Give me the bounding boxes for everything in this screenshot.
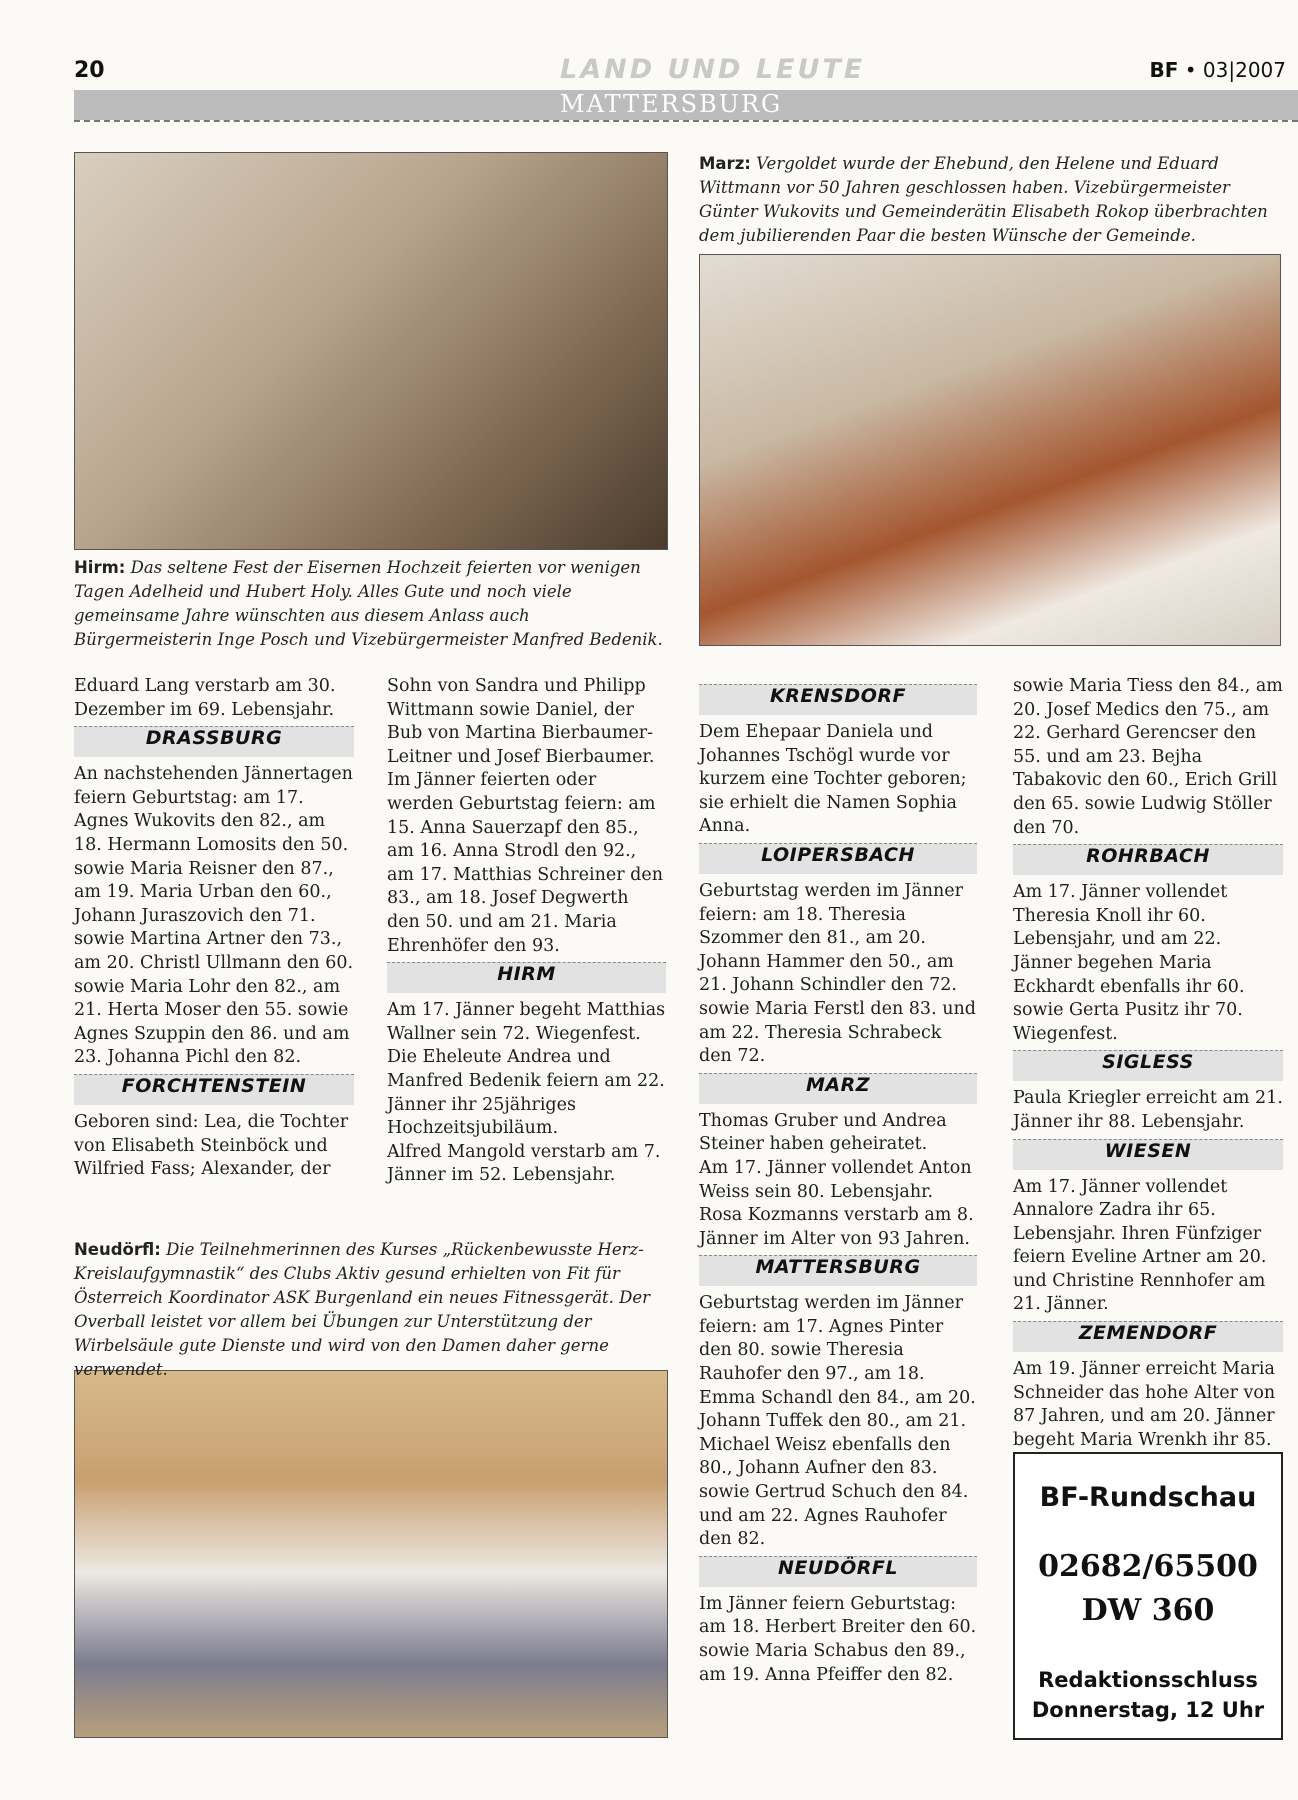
column-2 <box>387 675 666 1188</box>
text-hirm-3: Alfred Mangold verstarb am 7. Jänner im 52. Lebensjahr. <box>387 1141 661 1186</box>
text-mattersburg: Geburtstag werden im Jänner feiern: am 17. Agnes Pinter den 80. sowie Theresia Rauhofer den 97., am 18. Emma Schandl den 84., am 20. Johann Tuffek den 80., am 21. Michael Weisz ebenfalls den 80., Johann Aufner den 83. sowie Gertrud Schuch den 84. und am 22. Agnes Rauhofer den 82. <box>699 1293 976 1550</box>
heading-sigless: SIGLESS <box>1013 1050 1283 1081</box>
header-divider <box>74 120 1298 122</box>
caption-hirm-text: Das seltene Fest der Eisernen Hochzeit feierten vor wenigen Tagen Adelheid und Hubert Holy. Alles Gute und noch viele gemeinsame Jahre wünschten aus diesem Anlass auch Bürgermeisterin Inge Posch und Vizebürgermeister Manfred Bedenik. <box>74 558 663 649</box>
caption-neudoerfl <box>74 1238 666 1382</box>
ad-deadline-label: Redaktionsschluss <box>1038 1668 1258 1692</box>
heading-rohrbach: ROHRBACH <box>1013 844 1283 875</box>
contact-ad-box <box>1013 1452 1283 1740</box>
caption-neudoerfl-lead: Neudörfl: <box>74 1240 161 1259</box>
ad-deadline-time: Donnerstag, 12 Uhr <box>1031 1698 1265 1722</box>
heading-mattersburg: MATTERSBURG <box>699 1255 977 1286</box>
issue-number: 03|2007 <box>1202 58 1286 82</box>
column-4 <box>1013 675 1283 1476</box>
text-zemendorf: Am 19. Jänner erreicht Maria Schneider das hohe Alter von 87 Jahren, und am 20. Jänner begeht Maria Wrenkh ihr 85. <box>1013 1359 1276 1450</box>
caption-marz-lead: Marz: <box>699 154 751 173</box>
heading-drassburg: DRASSBURG <box>74 726 354 757</box>
text-krensdorf: Dem Ehepaar Daniela und Johannes Tschögl wurde vor kurzem eine Tochter geboren; sie erhielt die Namen Sophia Anna. <box>699 722 967 837</box>
column-1 <box>74 675 354 1182</box>
text-marz-1: Thomas Gruber und Andrea Steiner haben geheiratet. <box>699 1110 947 1155</box>
photo-marz-golden-wedding <box>699 254 1281 646</box>
ad-phone: 02682/65500 <box>1038 1549 1258 1584</box>
text-marz-2: Am 17. Jänner vollendet Anton Weiss sein 80. Lebensjahr. <box>699 1157 972 1202</box>
text-wiesen: Am 17. Jänner vollendet Annalore Zadra ihr 65. Lebensjahr. Ihren Fünfziger feiern Eveline Artner am 20. und Christine Rennhofer am 21. Jänner. <box>1013 1176 1267 1315</box>
photo-neudoerfl-gymnastics <box>74 1370 668 1738</box>
page-number: 20 <box>74 58 105 83</box>
brand-label: BF <box>1149 58 1179 82</box>
text-neudoerfl: Im Jänner feiern Geburtstag: am 18. Herbert Breiter den 60. sowie Maria Schabus den 89., am 19. Anna Pfeiffer den 82. <box>699 1593 977 1685</box>
heading-zemendorf: ZEMENDORF <box>1013 1321 1283 1352</box>
column-3 <box>699 680 977 1687</box>
heading-wiesen: WIESEN <box>1013 1139 1283 1170</box>
text-marz-3: Rosa Kozmanns verstarb am 8. Jänner im Alter von 93 Jahren. <box>699 1205 974 1249</box>
issue-info: BF • 03|2007 <box>1149 58 1286 82</box>
col4-intro: sowie Maria Tiess den 84., am 20. Josef Medics den 75., am 22. Gerhard Gerencser den 55. und am 23. Bejha Tabakovic den 60., Erich Grill den 65. sowie Ludwig Stöller den 70. <box>1013 676 1283 838</box>
text-hirm-1: Am 17. Jänner begeht Matthias Wallner sein 72. Wiegenfest. <box>387 1000 666 1044</box>
caption-marz-text: Vergoldet wurde der Ehebund, den Helene und Eduard Wittmann vor 50 Jahren geschlossen haben. Vizebürgermeister Günter Wukovits und Gemeinderätin Elisabeth Rokop überbrachten dem jubilierenden Paar die besten Wünsche der Gemeinde. <box>699 154 1268 245</box>
heading-krensdorf: KRENSDORF <box>699 684 977 715</box>
ad-extension: DW 360 <box>1081 1593 1215 1628</box>
heading-neudoerfl: NEUDÖRFL <box>699 1556 977 1587</box>
heading-forchtenstein: FORCHTENSTEIN <box>74 1074 354 1105</box>
text-drassburg: An nachstehenden Jännertagen feiern Geburtstag: am 17. Agnes Wukovits den 82., am 18. Hermann Lomosits den 50. sowie Maria Reisner den 87., am 19. Maria Urban den 60., Johann Juraszovich den 71. sowie Martina Artner den 73., am 20. Christl Ullmann den 60. sowie Maria Lohr den 82., am 21. Herta Moser den 55. sowie Agnes Szuppin den 86. und am 23. Johanna Pichl den 82. <box>74 764 354 1068</box>
col1-intro: Eduard Lang verstarb am 30. Dezember im 69. Lebensjahr. <box>74 676 336 720</box>
photo-hirm-anniversary <box>74 152 668 550</box>
heading-loipersbach: LOIPERSBACH <box>699 843 977 874</box>
ad-title: BF-Rundschau <box>1039 1482 1257 1513</box>
text-loipersbach: Geburtstag werden im Jänner feiern: am 18. Theresia Szommer den 81., am 20. Johann Hammer den 50., am 21. Johann Schindler den 72. sowie Maria Ferstl den 83. und am 22. Theresia Schrabeck den 72. <box>699 880 976 1067</box>
col2-intro: Sohn von Sandra und Philipp Wittmann sowie Daniel, der Bub von Martina Bierbaumer-Leitner und Josef Bierbaumer. Im Jänner feierten oder werden Geburtstag feiern: am 15. Anna Sauerzapf den 85., am 16. Anna Strodl den 92., am 17. Matthias Schreiner den 83., am 18. Josef Degwerth den 50. und am 21. Maria Ehrenhöfer den 93. <box>387 676 664 956</box>
section-title: LAND UND LEUTE <box>560 54 866 85</box>
caption-marz <box>699 152 1279 248</box>
region-title: MATTERSBURG <box>560 90 783 118</box>
caption-neudoerfl-text: Die Teilnehmerinnen des Kurses „Rückenbewusste Herz-Kreislaufgymnastik“ des Clubs Aktiv gesund erhielten von Fit für Österreich Koordinator ASK Burgenland ein neues Fitnessgerät. Der Overball leistet vor allem bei Übungen zur Unterstützung der Wirbelsäule gute Dienste und wird von den Damen daher gerne verwendet. <box>74 1240 651 1379</box>
text-rohrbach: Am 17. Jänner vollendet Theresia Knoll ihr 60. Lebensjahr, und am 22. Jänner begehen Maria Eckhardt ebenfalls ihr 60. sowie Gerta Pusitz ihr 70. Wiegenfest. <box>1013 882 1245 1044</box>
text-sigless: Paula Kriegler erreicht am 21. Jänner ihr 88. Lebensjahr. <box>1013 1088 1283 1132</box>
text-hirm-2: Die Eheleute Andrea und Manfred Bedenik feiern am 22. Jänner ihr 25jähriges Hochzeitsjubiläum. <box>387 1047 665 1139</box>
caption-hirm <box>74 556 666 652</box>
heading-hirm: HIRM <box>387 962 666 993</box>
caption-hirm-lead: Hirm: <box>74 558 126 577</box>
heading-marz: MARZ <box>699 1073 977 1104</box>
text-forchtenstein: Geboren sind: Lea, die Tochter von Elisabeth Steinböck und Wilfried Fass; Alexander, der <box>74 1111 349 1180</box>
